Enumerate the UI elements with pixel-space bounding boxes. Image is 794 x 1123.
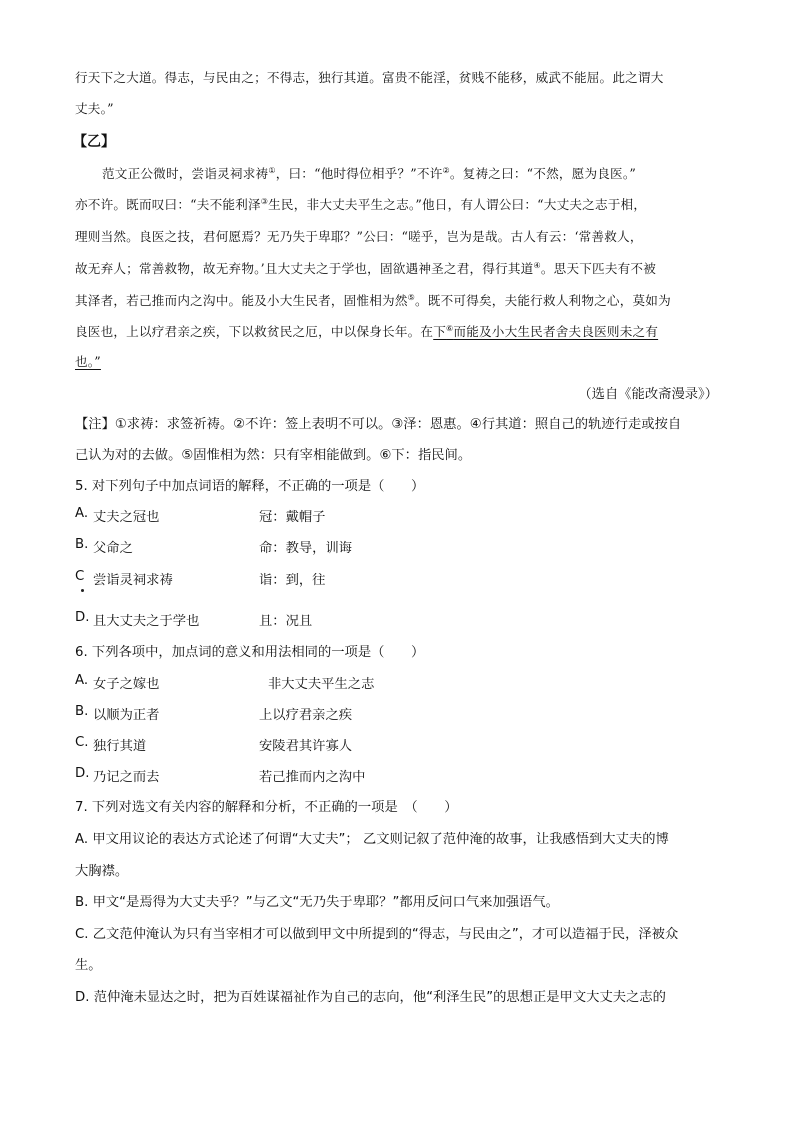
notes-line: 【注】①求祷：求签祈祷。②不许：签上表明不可以。③泽：恩惠。④行其道：照自己的轨迹行走或按自	[75, 417, 682, 432]
q7-option-d: D. 范仲淹未显达之时，把为百姓谋福祉作为自己的志向，他“利泽生民”的思想正是甲文大丈夫之志的	[75, 990, 666, 1005]
q5-option-c: 尝诣灵祠求祷	[93, 573, 173, 588]
q5-option-label: D.	[75, 610, 90, 625]
passage-jia-line: 行天下之大道。得志，与民由之；不得志，独行其道。富贵不能淫，贫贱不能移，威武不能屈。此之谓大	[75, 70, 664, 85]
passage-yi-line: 理则当然。良医之技，君何愿焉？无乃失于卑耶？”公曰：“嗟乎，岂为是哉。古人有云：‘常善救人，	[75, 229, 643, 244]
q5-option-label: B.	[75, 537, 89, 552]
q7-option-c: C. 乙文范仲淹认为只有当宰相才可以做到甲文中所提到的“得志，与民由之”，才可以造福于民，泽被众	[75, 927, 679, 942]
q6-option-label: A.	[75, 673, 89, 688]
passage-yi-line: 其泽者，若己推而内之沟中。能及小大生民者，固惟相为然⑤。既不可得矣，夫能行救人利物之心，莫如为	[75, 293, 671, 308]
q6-option-d-compare: 若己推而内之沟中	[259, 770, 366, 785]
q7-option-c-cont: 生。	[75, 958, 102, 973]
passage-jia-line: 丈夫。”	[75, 101, 114, 116]
q5-option-c-gloss: 诣：到，往	[259, 573, 326, 588]
passage-yi-line: 也。”	[75, 354, 101, 369]
q7-option-b: B. 甲文“是焉得为大丈夫乎？”与乙文“无乃失于卑耶？”都用反问口气来加强语气。	[75, 895, 559, 910]
passage-yi-line: 亦不许。既而叹曰：“夫不能利泽③生民，非大丈夫平生之志。”他日，有人谓公曰：“大丈夫之志于相，	[75, 197, 647, 212]
passage-yi-line: 故无弃人；常善救物，故无弃物。’且大丈夫之于学也，固欲遇神圣之君，得行其道④。思天下匹夫有不被	[75, 261, 657, 276]
q6-option-b: 以顺为正者	[93, 708, 160, 723]
q6-option-label: B.	[75, 704, 89, 719]
q5-option-a-gloss: 冠：戴帽子	[259, 510, 326, 525]
passage-yi-line: 良医也，上以疗君亲之疾，下以救贫民之厄，中以保身长年。在下⑥而能及小大生民者舍夫良医则未之有	[75, 324, 659, 339]
q5-option-label: C	[75, 569, 85, 584]
question-6-stem: 6. 下列各项中，加点词的意义和用法相同的一项是（ ）	[75, 645, 425, 660]
q5-option-b-gloss: 命：教导，训诲	[259, 541, 353, 556]
passage-yi-line: 范文正公微时，尝诣灵祠求祷①，曰：“他时得位相乎？”不许②。复祷之曰：“不然，愿为良医。”	[102, 166, 636, 181]
q6-option-label: D.	[75, 766, 90, 781]
question-7-stem: 7. 下列对选文有关内容的解释和分析，不正确的一项是 （ ）	[75, 800, 458, 815]
q6-option-b-compare: 上以疗君亲之疾	[259, 708, 353, 723]
q5-option-label: A.	[75, 506, 89, 521]
notes-line: 己认为对的去做。⑤固惟相为然：只有宰相能做到。⑥下：指民间。	[75, 448, 472, 463]
question-5-stem: 5. 对下列句子中加点词语的解释，不正确的一项是（ ）	[75, 479, 425, 494]
underlined-sentence: 下⑥而能及小大生民者舍夫良医则未之有	[433, 324, 659, 339]
emphasis-dot	[81, 589, 84, 592]
q6-option-c-compare: 安陵君其许寡人	[259, 739, 353, 754]
q5-option-d: 且大丈夫之于学也	[93, 614, 200, 629]
q6-option-c: 独行其道	[93, 739, 147, 754]
q6-option-d: 乃记之而去	[93, 770, 160, 785]
section-yi-heading: 【乙】	[73, 134, 115, 150]
q7-option-a-cont: 大胸襟。	[75, 864, 129, 879]
q6-option-a-compare: 非大丈夫平生之志	[268, 677, 375, 692]
q7-option-a: A. 甲文用议论的表达方式论述了何谓“大丈夫”； 乙文则记叙了范仲淹的故事，让我感悟到大丈夫的博	[75, 832, 669, 847]
q5-option-a: 丈夫之冠也	[93, 510, 160, 525]
q5-option-b: 父命之	[93, 541, 133, 556]
q6-option-label: C.	[75, 735, 89, 750]
source-citation: （选自《能改斋漫录》）	[578, 387, 718, 402]
q5-option-d-gloss: 且：况且	[259, 614, 313, 629]
q6-option-a: 女子之嫁也	[93, 677, 160, 692]
